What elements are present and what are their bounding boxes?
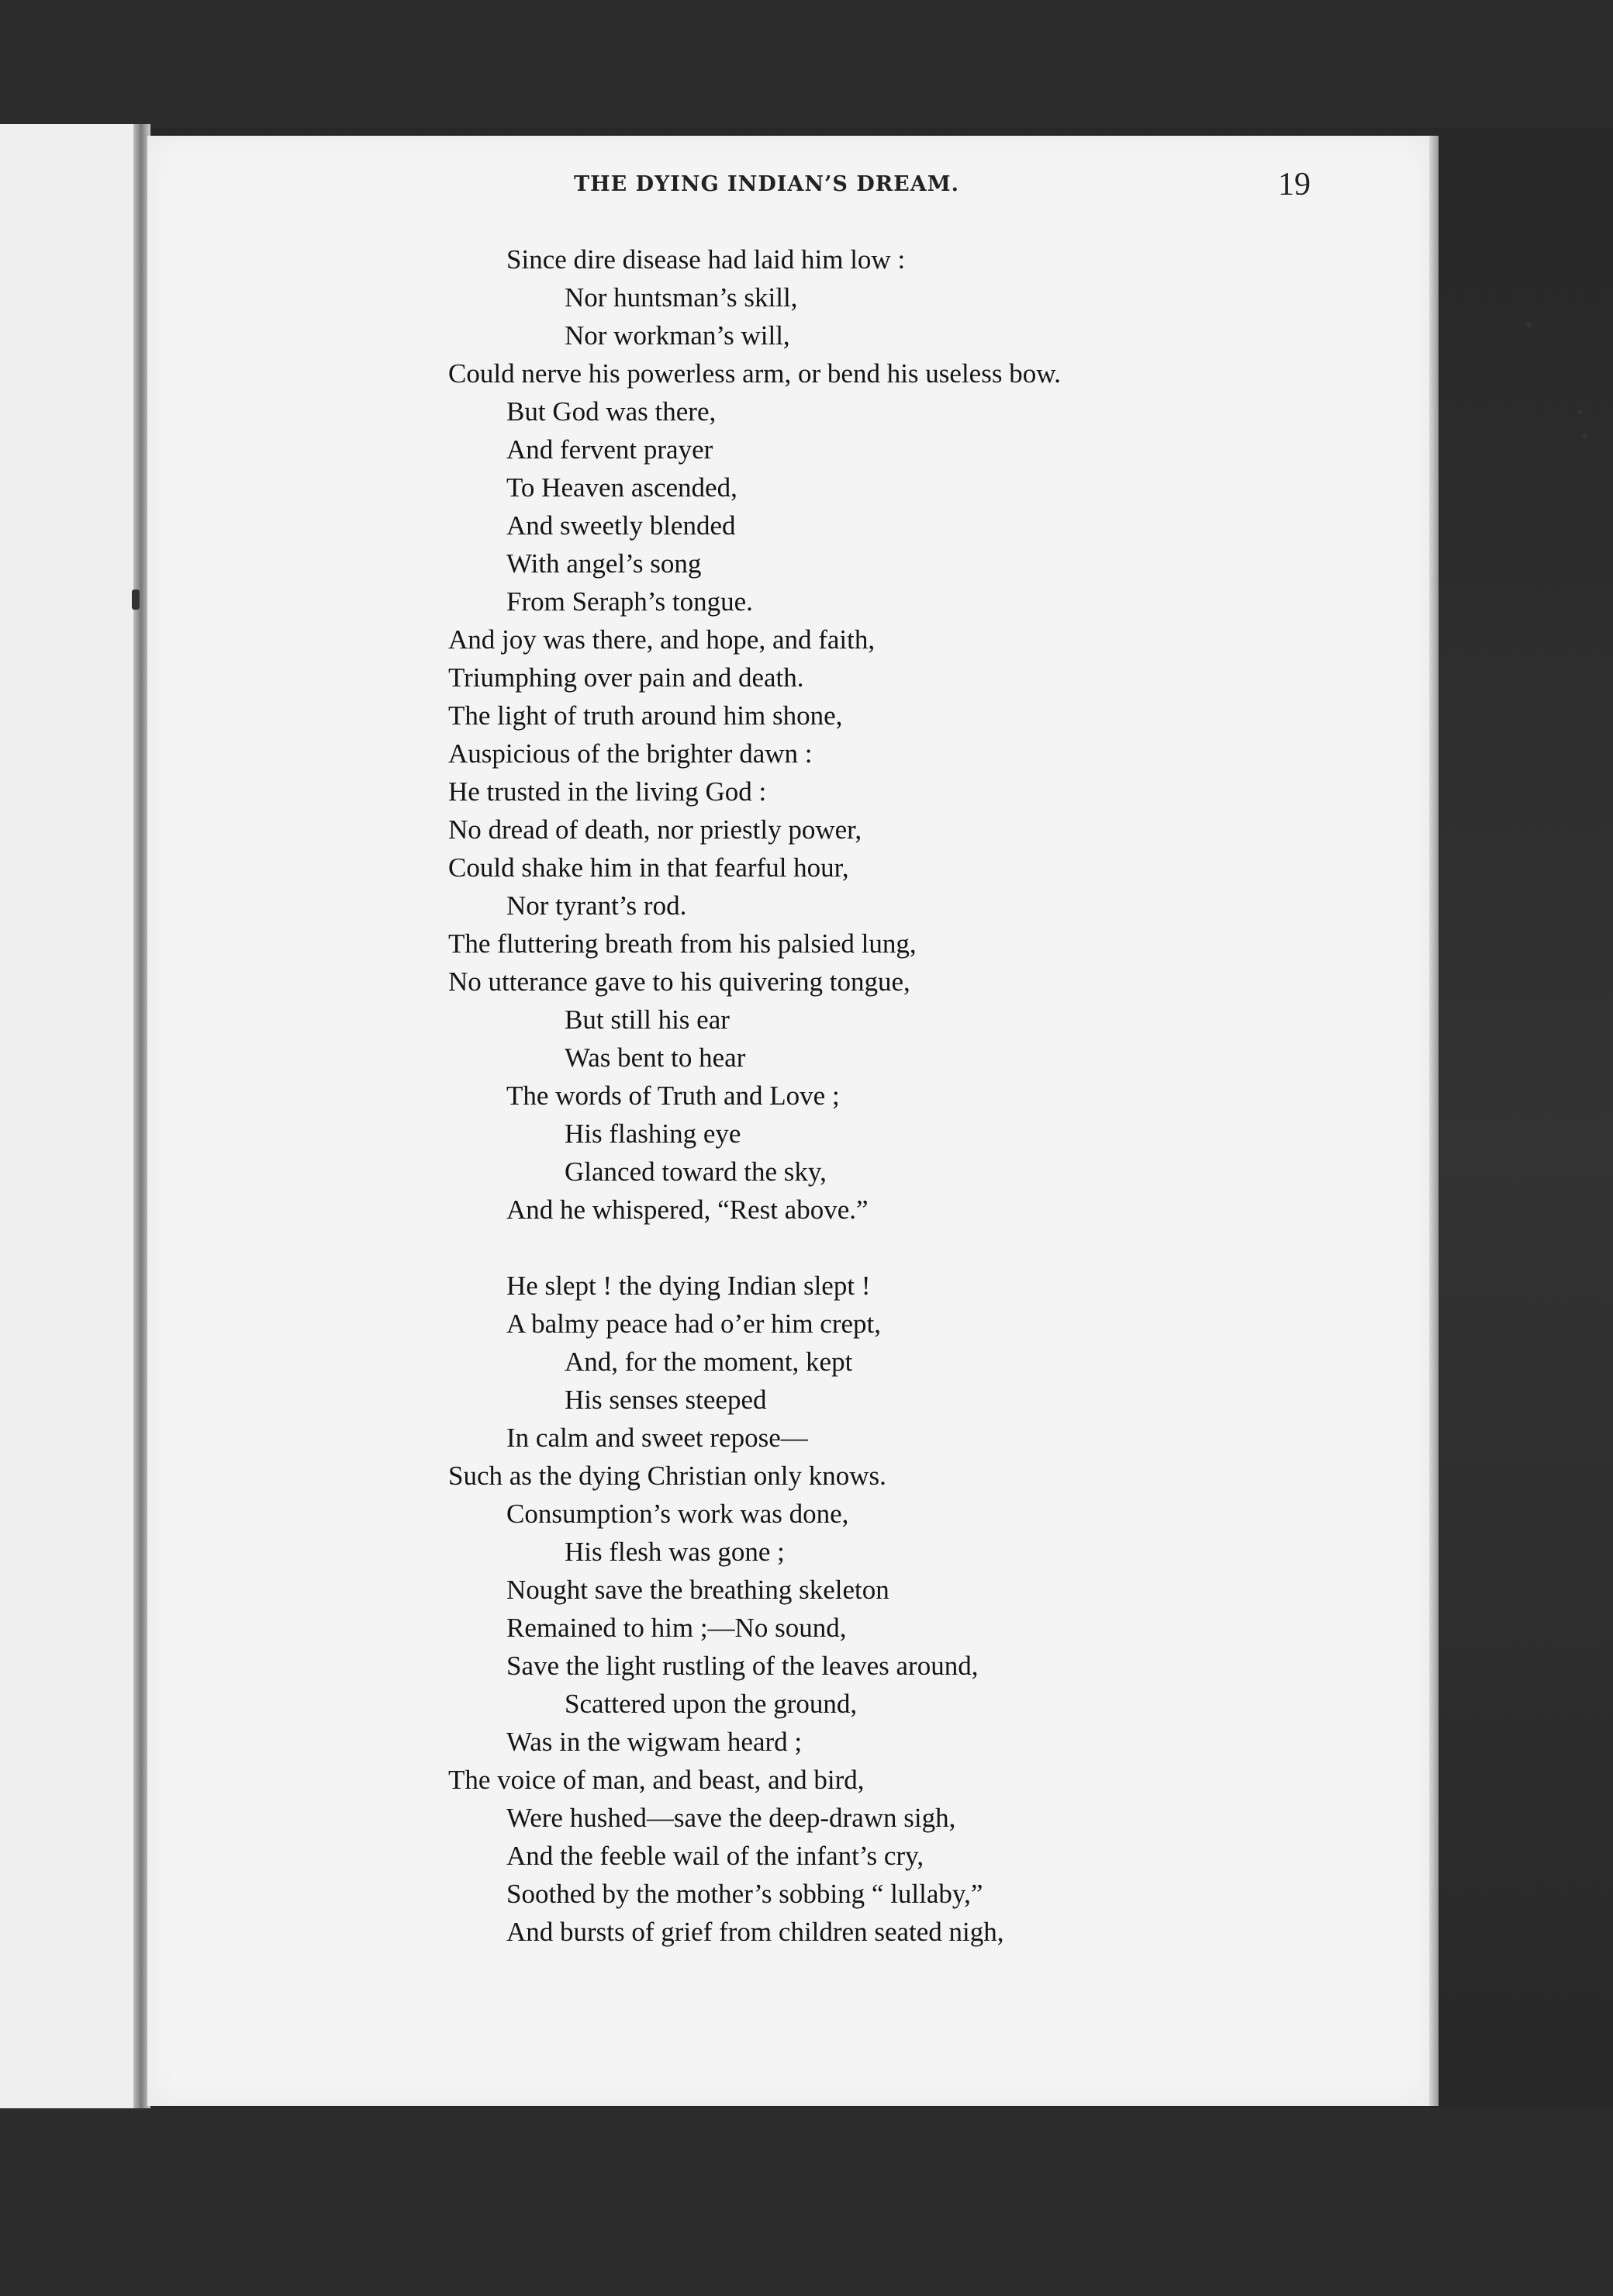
dust-speck (1582, 433, 1587, 438)
poem-line: From Seraph’s tongue. (506, 586, 753, 617)
poem-line: Was bent to hear (565, 1043, 746, 1073)
poem-line: Nor workman’s will, (565, 320, 790, 351)
poem-line: No dread of death, nor priestly power, (448, 814, 862, 845)
poem-line: And sweetly blended (506, 510, 736, 541)
poem-line: And he whispered, “Rest above.” (506, 1195, 869, 1225)
poem-line: His flashing eye (565, 1119, 741, 1149)
poem-line: Could nerve his powerless arm, or bend his useless bow. (448, 358, 1061, 389)
scanner-top-margin (0, 0, 1613, 128)
poem-line: The words of Truth and Love ; (506, 1081, 840, 1111)
dust-speck (1577, 410, 1583, 415)
poem-line: The fluttering breath from his palsied lung, (448, 928, 917, 959)
page-number: 19 (1278, 167, 1311, 202)
poem-line: Glanced toward the sky, (565, 1157, 827, 1187)
poem-line: And, for the moment, kept (565, 1347, 853, 1377)
poem-line: He slept ! the dying Indian slept ! (506, 1271, 871, 1301)
poem-line: Nor tyrant’s rod. (506, 890, 687, 921)
poem-line: Were hushed—save the deep-drawn sigh, (506, 1803, 956, 1833)
facing-page-edge (0, 124, 146, 2110)
poem-line: Remained to him ;—No sound, (506, 1613, 847, 1643)
binding-thread-mark (132, 590, 140, 610)
poem-body (448, 240, 1061, 1951)
poem-line: Save the light rustling of the leaves around, (506, 1651, 979, 1681)
poem-line: But still his ear (565, 1004, 730, 1035)
poem-line: His senses steeped (565, 1385, 767, 1415)
poem-line: And joy was there, and hope, and faith, (448, 624, 876, 655)
stanza-break (448, 1229, 1061, 1267)
running-title: THE DYING INDIAN’S DREAM. (574, 172, 959, 196)
poem-line: The light of truth around him shone, (448, 700, 843, 731)
poem-line: Nought save the breathing skeleton (506, 1575, 889, 1605)
poem-line: His flesh was gone ; (565, 1537, 785, 1567)
poem-line: To Heaven ascended, (506, 472, 737, 503)
poem-line: A balmy peace had o’er him crept, (506, 1309, 881, 1339)
poem-line: The voice of man, and beast, and bird, (448, 1765, 865, 1795)
poem-line: And fervent prayer (506, 434, 713, 465)
poem-line: Scattered upon the ground, (565, 1689, 858, 1719)
poem-line: Soothed by the mother’s sobbing “ lullaby,” (506, 1879, 983, 1909)
dust-speck (1526, 322, 1532, 327)
poem-line: And bursts of grief from children seated nigh, (506, 1917, 1004, 1947)
poem-line: But God was there, (506, 396, 717, 427)
poem-line: Consumption’s work was done, (506, 1499, 849, 1529)
poem-line: With angel’s song (506, 548, 702, 579)
page-edge-shadow (1429, 136, 1439, 2106)
poem-line: Auspicious of the brighter dawn : (448, 738, 813, 769)
poem-line: Since dire disease had laid him low : (506, 244, 906, 275)
poem-line: He trusted in the living God : (448, 776, 767, 807)
poem-line: Was in the wigwam heard ; (506, 1727, 803, 1757)
poem-line: Could shake him in that fearful hour, (448, 852, 849, 883)
poem-line: Nor huntsman’s skill, (565, 282, 798, 313)
poem-line: No utterance gave to his quivering tongue, (448, 966, 910, 997)
poem-line: Such as the dying Christian only knows. (448, 1461, 886, 1491)
poem-line: And the feeble wail of the infant’s cry, (506, 1841, 924, 1871)
poem-line: Triumphing over pain and death. (448, 662, 804, 693)
poem-line: In calm and sweet repose— (506, 1423, 808, 1453)
scanner-bottom-margin (0, 2108, 1613, 2296)
